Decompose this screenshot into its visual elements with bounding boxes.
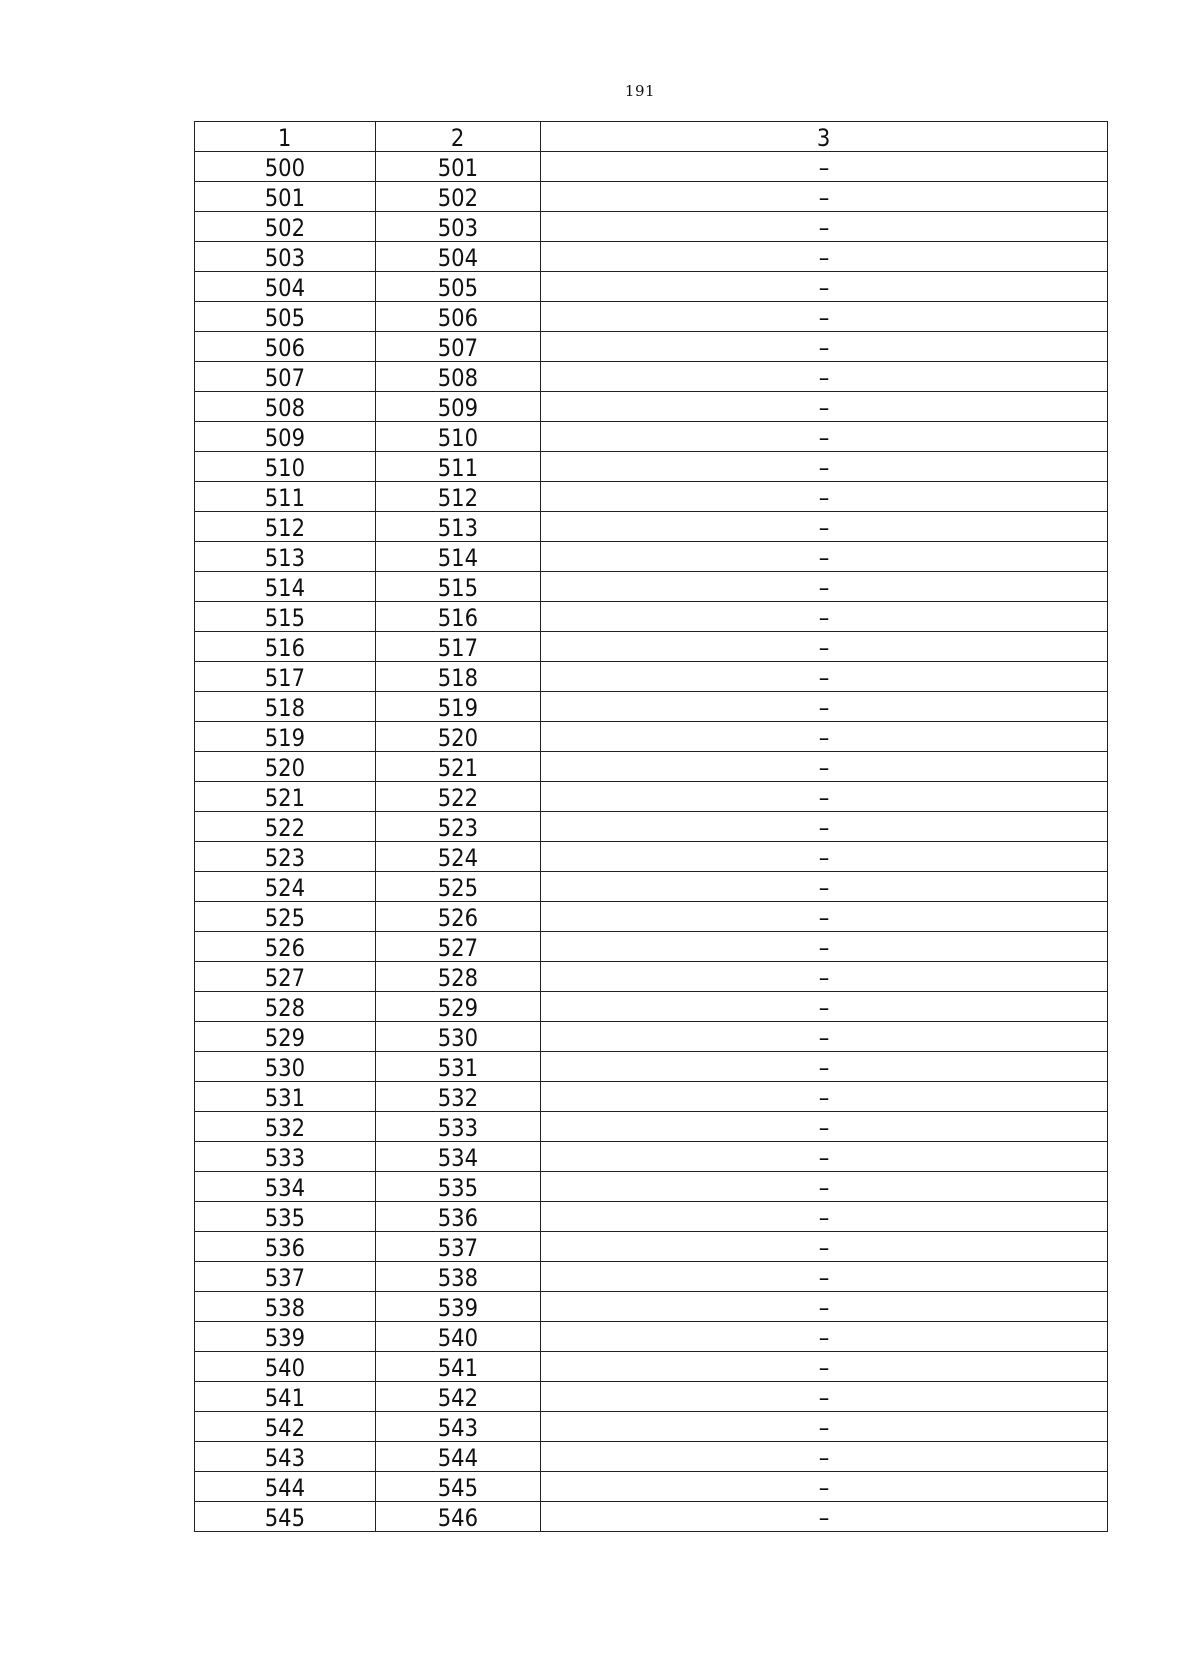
table-row [195, 1412, 1108, 1442]
table-cell-col-2: 536 [376, 1202, 541, 1232]
table-cell-col-3: – [541, 242, 1108, 272]
table-row [195, 332, 1108, 362]
table-cell-col-2: 546 [376, 1502, 541, 1532]
table-row [195, 602, 1108, 632]
table-cell-col-3: – [541, 752, 1108, 782]
table-cell-col-2: 537 [376, 1232, 541, 1262]
table-cell-col-1: 539 [195, 1322, 376, 1352]
table-cell-col-1: 511 [195, 482, 376, 512]
table-cell-col-1: 544 [195, 1472, 376, 1502]
table-cell-col-3: – [541, 602, 1108, 632]
table-cell-col-1: 528 [195, 992, 376, 1022]
table-body [195, 152, 1108, 1532]
table-cell-col-3: – [541, 572, 1108, 602]
table-cell-col-1: 530 [195, 1052, 376, 1082]
table-cell-col-2: 507 [376, 332, 541, 362]
table-cell-col-3: – [541, 362, 1108, 392]
data-table [194, 121, 1108, 1532]
table-cell-col-1: 523 [195, 842, 376, 872]
column-header-1: 1 [195, 122, 376, 152]
table-cell-col-1: 501 [195, 182, 376, 212]
table-cell-col-1: 513 [195, 542, 376, 572]
table-cell-col-1: 531 [195, 1082, 376, 1112]
table-row [195, 1382, 1108, 1412]
table-cell-col-1: 514 [195, 572, 376, 602]
table-cell-col-1: 542 [195, 1412, 376, 1442]
table-cell-col-1: 534 [195, 1172, 376, 1202]
table-cell-col-3: – [541, 332, 1108, 362]
table-cell-col-1: 508 [195, 392, 376, 422]
table-cell-col-2: 505 [376, 272, 541, 302]
table-row [195, 302, 1108, 332]
table-cell-col-3: – [541, 962, 1108, 992]
table-cell-col-3: – [541, 662, 1108, 692]
table-cell-col-1: 532 [195, 1112, 376, 1142]
table-cell-col-3: – [541, 872, 1108, 902]
table-cell-col-1: 505 [195, 302, 376, 332]
table-row [195, 872, 1108, 902]
table-cell-col-1: 516 [195, 632, 376, 662]
page-number: 191 [624, 82, 656, 100]
table-cell-col-2: 520 [376, 722, 541, 752]
table-cell-col-3: – [541, 1352, 1108, 1382]
table-cell-col-1: 509 [195, 422, 376, 452]
table-cell-col-2: 501 [376, 152, 541, 182]
table-cell-col-2: 504 [376, 242, 541, 272]
table-cell-col-2: 521 [376, 752, 541, 782]
table-row [195, 392, 1108, 422]
table-cell-col-2: 506 [376, 302, 541, 332]
table-cell-col-2: 525 [376, 872, 541, 902]
table-cell-col-1: 504 [195, 272, 376, 302]
table-cell-col-1: 537 [195, 1262, 376, 1292]
table-row [195, 1142, 1108, 1172]
table-row [195, 1172, 1108, 1202]
table-cell-col-1: 538 [195, 1292, 376, 1322]
table-cell-col-2: 511 [376, 452, 541, 482]
table-cell-col-3: – [541, 1382, 1108, 1412]
table-cell-col-1: 519 [195, 722, 376, 752]
table-row [195, 992, 1108, 1022]
table-row [195, 152, 1108, 182]
table-cell-col-3: – [541, 1442, 1108, 1472]
table-cell-col-2: 529 [376, 992, 541, 1022]
table-cell-col-1: 521 [195, 782, 376, 812]
table-cell-col-2: 534 [376, 1142, 541, 1172]
table-cell-col-2: 524 [376, 842, 541, 872]
table-cell-col-1: 525 [195, 902, 376, 932]
table-row [195, 812, 1108, 842]
table-cell-col-2: 527 [376, 932, 541, 962]
table-row [195, 962, 1108, 992]
table-cell-col-2: 523 [376, 812, 541, 842]
table-cell-col-1: 520 [195, 752, 376, 782]
table-cell-col-3: – [541, 1142, 1108, 1172]
table-cell-col-1: 540 [195, 1352, 376, 1382]
table-row [195, 572, 1108, 602]
table-cell-col-3: – [541, 692, 1108, 722]
table-row [195, 752, 1108, 782]
table-cell-col-1: 507 [195, 362, 376, 392]
table-cell-col-2: 535 [376, 1172, 541, 1202]
table-cell-col-2: 540 [376, 1322, 541, 1352]
table-cell-col-3: – [541, 902, 1108, 932]
table-row [195, 902, 1108, 932]
table-row [195, 482, 1108, 512]
table-cell-col-2: 538 [376, 1262, 541, 1292]
table-row [195, 242, 1108, 272]
table-cell-col-2: 539 [376, 1292, 541, 1322]
table-cell-col-3: – [541, 1052, 1108, 1082]
table-cell-col-2: 515 [376, 572, 541, 602]
table-row [195, 1502, 1108, 1532]
table-cell-col-3: – [541, 512, 1108, 542]
table-cell-col-2: 514 [376, 542, 541, 572]
table-row [195, 722, 1108, 752]
table-cell-col-3: – [541, 212, 1108, 242]
table-cell-col-1: 518 [195, 692, 376, 722]
table-cell-col-1: 500 [195, 152, 376, 182]
table-row [195, 1202, 1108, 1232]
table-cell-col-2: 542 [376, 1382, 541, 1412]
table-row [195, 182, 1108, 212]
table-cell-col-2: 522 [376, 782, 541, 812]
table-row [195, 1082, 1108, 1112]
table-cell-col-2: 519 [376, 692, 541, 722]
table-cell-col-1: 524 [195, 872, 376, 902]
table-row [195, 662, 1108, 692]
table-cell-col-3: – [541, 1082, 1108, 1112]
table-row [195, 212, 1108, 242]
table-cell-col-2: 545 [376, 1472, 541, 1502]
table-cell-col-2: 541 [376, 1352, 541, 1382]
table-cell-col-1: 502 [195, 212, 376, 242]
table-cell-col-2: 531 [376, 1052, 541, 1082]
table-cell-col-3: – [541, 272, 1108, 302]
table-cell-col-2: 528 [376, 962, 541, 992]
table-cell-col-3: – [541, 782, 1108, 812]
table-row [195, 512, 1108, 542]
table-cell-col-2: 509 [376, 392, 541, 422]
table-cell-col-1: 512 [195, 512, 376, 542]
table-row [195, 452, 1108, 482]
table-cell-col-1: 545 [195, 1502, 376, 1532]
table-cell-col-2: 532 [376, 1082, 541, 1112]
table-row [195, 1322, 1108, 1352]
table-cell-col-2: 516 [376, 602, 541, 632]
table-cell-col-1: 543 [195, 1442, 376, 1472]
table-cell-col-3: – [541, 542, 1108, 572]
table-cell-col-3: – [541, 452, 1108, 482]
table-cell-col-1: 533 [195, 1142, 376, 1172]
table-cell-col-3: – [541, 392, 1108, 422]
table-row [195, 1112, 1108, 1142]
table-cell-col-3: – [541, 1232, 1108, 1262]
table-cell-col-2: 510 [376, 422, 541, 452]
table-cell-col-3: – [541, 1292, 1108, 1322]
table-cell-col-2: 512 [376, 482, 541, 512]
table-cell-col-3: – [541, 632, 1108, 662]
column-header-3: 3 [541, 122, 1108, 152]
table-row [195, 1232, 1108, 1262]
table-row [195, 1352, 1108, 1382]
table-cell-col-2: 508 [376, 362, 541, 392]
table-cell-col-3: – [541, 482, 1108, 512]
table-row [195, 542, 1108, 572]
table-row [195, 1292, 1108, 1322]
table-row [195, 272, 1108, 302]
table-cell-col-1: 527 [195, 962, 376, 992]
table-cell-col-1: 522 [195, 812, 376, 842]
table-cell-col-3: – [541, 1172, 1108, 1202]
table-cell-col-1: 503 [195, 242, 376, 272]
table-cell-col-2: 518 [376, 662, 541, 692]
table-cell-col-1: 506 [195, 332, 376, 362]
table-cell-col-2: 513 [376, 512, 541, 542]
table-cell-col-2: 517 [376, 632, 541, 662]
table-cell-col-3: – [541, 302, 1108, 332]
table-cell-col-3: – [541, 1262, 1108, 1292]
table-row [195, 1442, 1108, 1472]
table-cell-col-2: 502 [376, 182, 541, 212]
table-header [195, 122, 1108, 152]
table-row [195, 422, 1108, 452]
table-cell-col-1: 535 [195, 1202, 376, 1232]
table-cell-col-3: – [541, 932, 1108, 962]
table-cell-col-1: 526 [195, 932, 376, 962]
table-row [195, 632, 1108, 662]
table-cell-col-3: – [541, 812, 1108, 842]
table-cell-col-3: – [541, 842, 1108, 872]
table-cell-col-2: 544 [376, 1442, 541, 1472]
table-row [195, 1262, 1108, 1292]
table-cell-col-3: – [541, 152, 1108, 182]
table-cell-col-1: 536 [195, 1232, 376, 1262]
table-cell-col-1: 515 [195, 602, 376, 632]
table-cell-col-3: – [541, 722, 1108, 752]
table-cell-col-3: – [541, 182, 1108, 212]
table-row [195, 692, 1108, 722]
table-row [195, 842, 1108, 872]
table-cell-col-1: 510 [195, 452, 376, 482]
table-cell-col-3: – [541, 1502, 1108, 1532]
column-header-2: 2 [376, 122, 541, 152]
table-cell-col-2: 543 [376, 1412, 541, 1442]
table-cell-col-2: 526 [376, 902, 541, 932]
table-cell-col-3: – [541, 1112, 1108, 1142]
table-cell-col-1: 541 [195, 1382, 376, 1412]
table-cell-col-1: 529 [195, 1022, 376, 1052]
table-cell-col-3: – [541, 1322, 1108, 1352]
table-cell-col-3: – [541, 422, 1108, 452]
table-row [195, 932, 1108, 962]
table-cell-col-2: 530 [376, 1022, 541, 1052]
table-row [195, 1022, 1108, 1052]
table-header-row [195, 122, 1108, 152]
table-row [195, 362, 1108, 392]
table-cell-col-3: – [541, 1412, 1108, 1442]
table-cell-col-2: 503 [376, 212, 541, 242]
table-cell-col-3: – [541, 1472, 1108, 1502]
table-row [195, 1472, 1108, 1502]
table-row [195, 782, 1108, 812]
table-cell-col-1: 517 [195, 662, 376, 692]
table-row [195, 1052, 1108, 1082]
table-cell-col-3: – [541, 1022, 1108, 1052]
table-cell-col-3: – [541, 1202, 1108, 1232]
table-cell-col-2: 533 [376, 1112, 541, 1142]
table-cell-col-3: – [541, 992, 1108, 1022]
